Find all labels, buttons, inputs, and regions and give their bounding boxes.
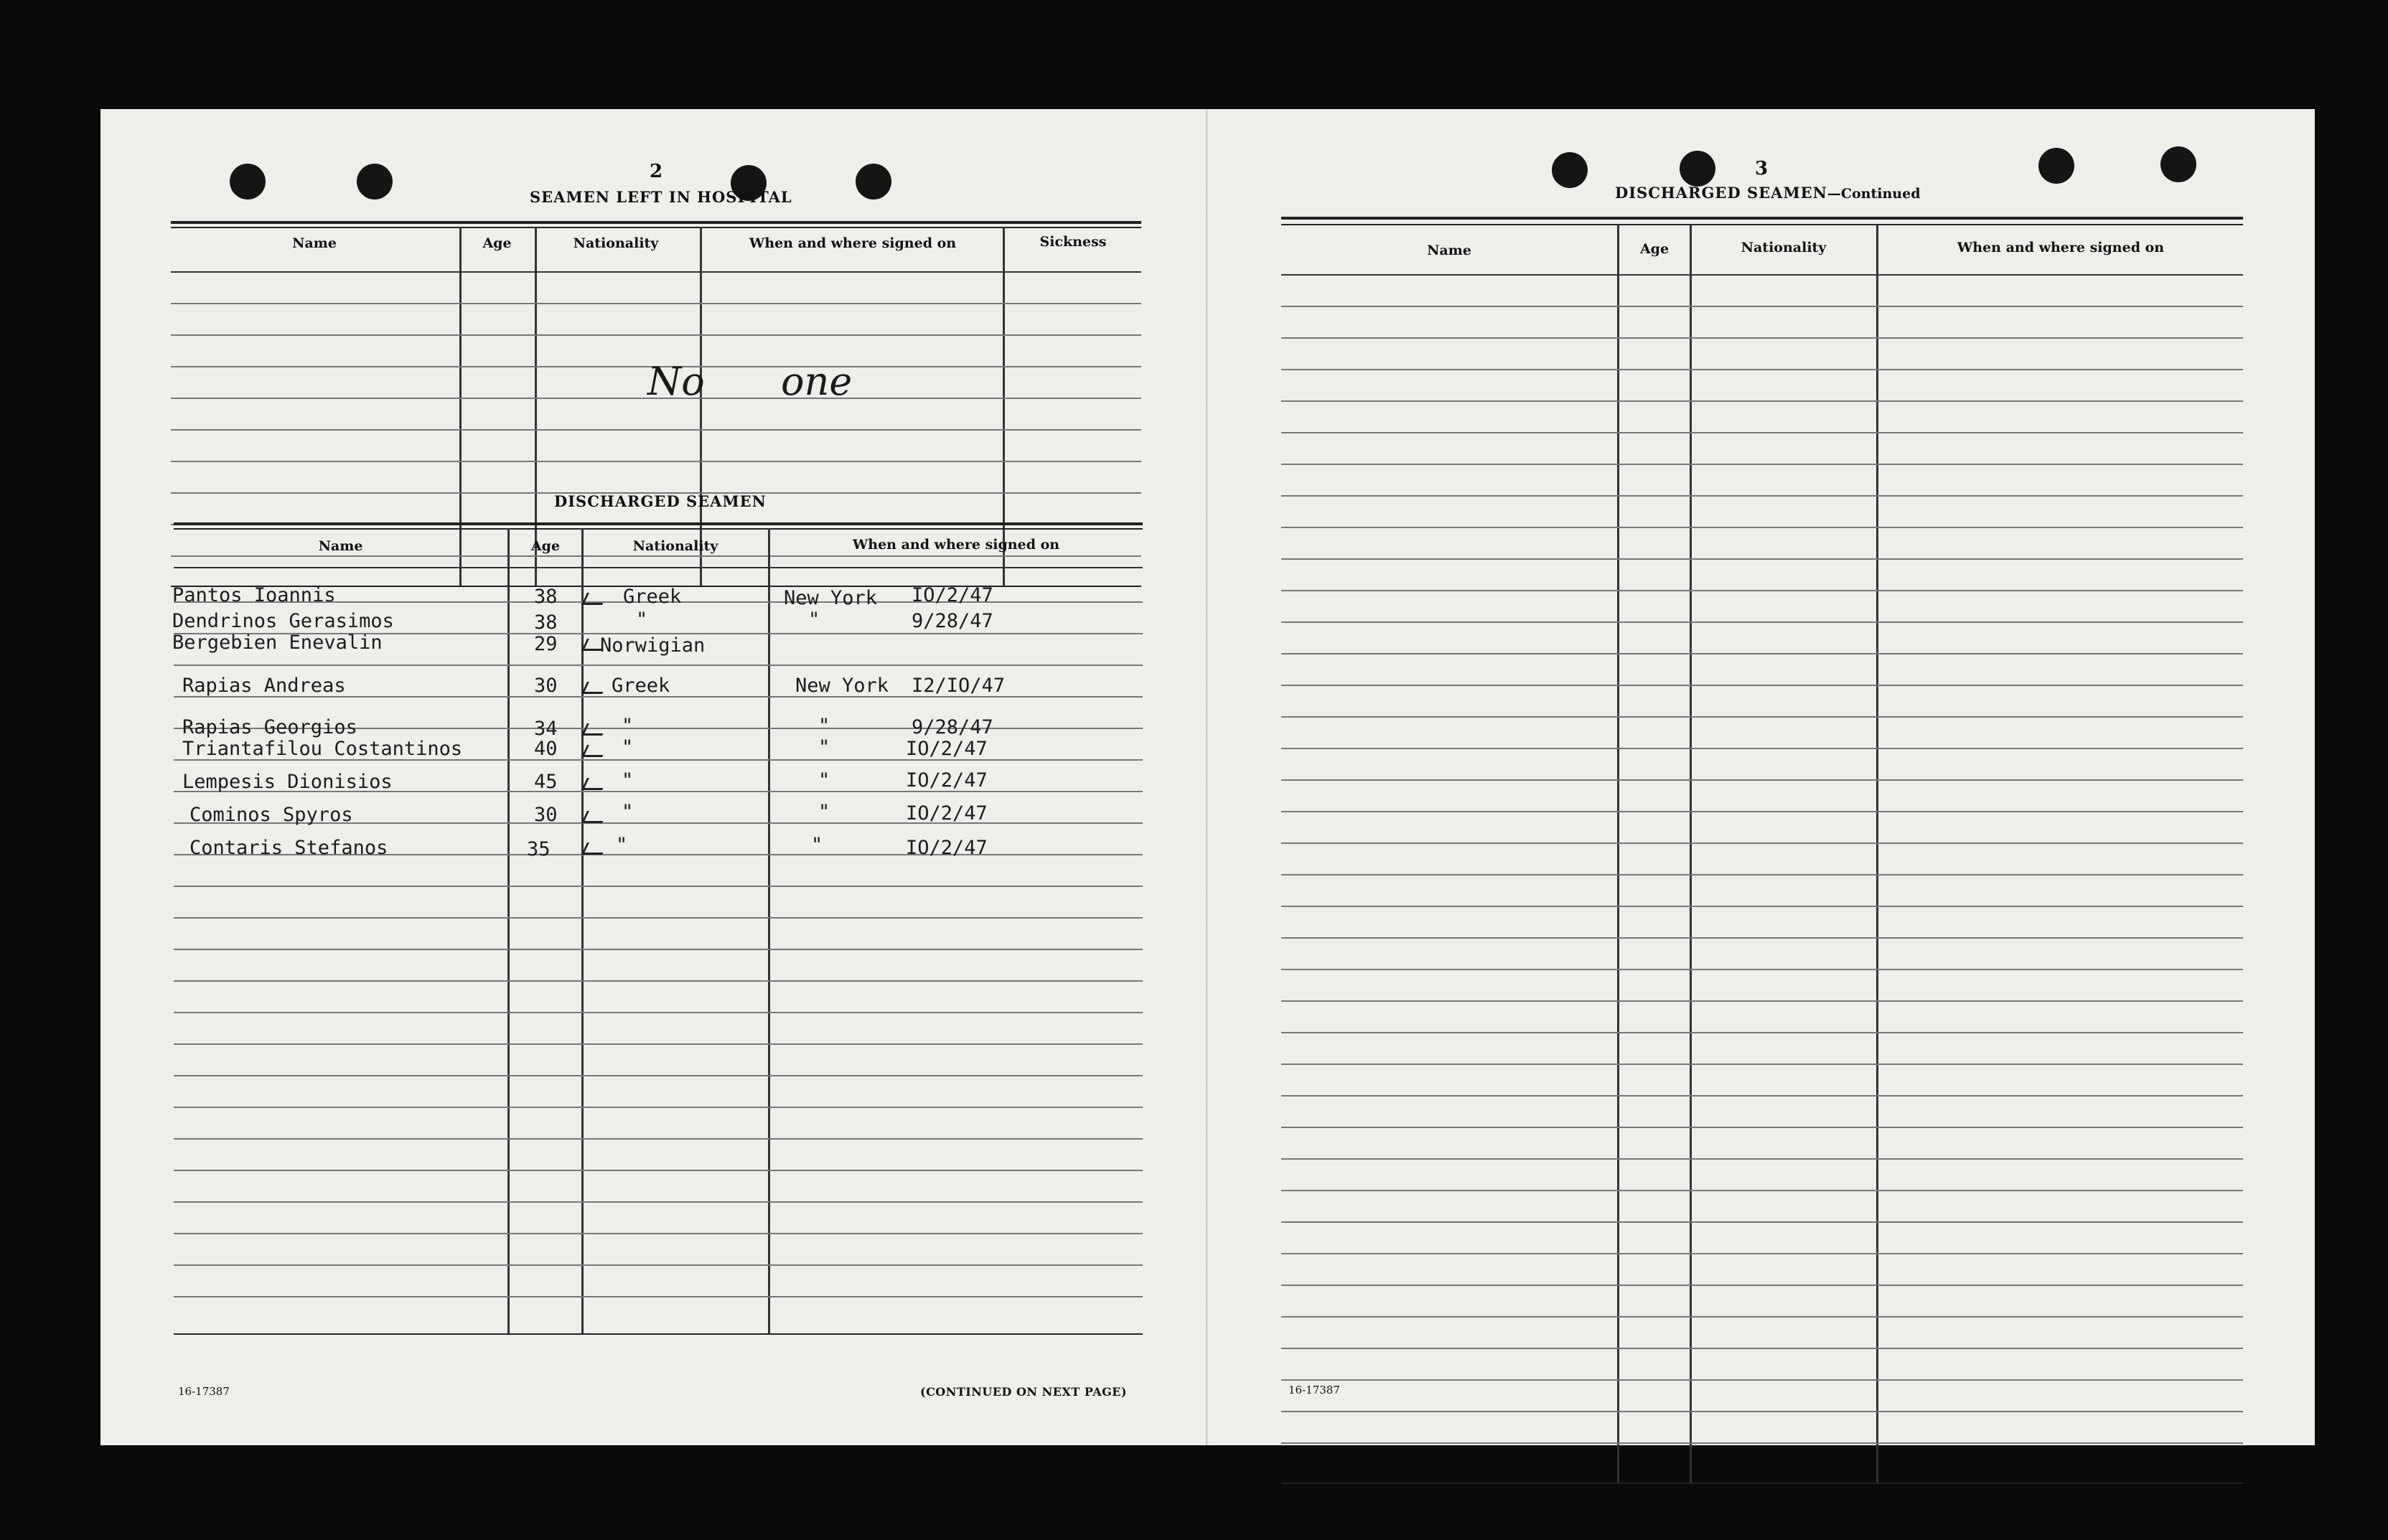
seaman-nationality: " (622, 769, 634, 792)
seaman-signed-date: IO/2/47 (906, 738, 988, 760)
seaman-signed-date: IO/2/47 (906, 837, 988, 859)
page-number-right: 3 (1755, 158, 1769, 179)
seaman-signed-place: " (818, 736, 830, 759)
page-number-left: 2 (650, 161, 663, 182)
form-number-left: 16-17387 (178, 1385, 230, 1398)
punch-hole (1552, 152, 1588, 188)
check-mark (581, 842, 608, 855)
seaman-age: 38 (534, 586, 558, 608)
seaman-nationality: " (616, 834, 628, 856)
seaman-signed-date: I2/IO/47 (912, 675, 1006, 697)
seaman-nationality: " (622, 736, 634, 759)
seaman-age: 45 (534, 771, 558, 793)
discharged-col-nationality: Nationality (632, 538, 718, 554)
check-mark (581, 745, 608, 757)
seaman-nationality: Greek (623, 586, 682, 608)
seaman-name: Cominos Spyros (189, 804, 353, 826)
check-mark (581, 778, 608, 790)
seaman-name: Bergebien Enevalin (172, 632, 383, 654)
handwritten-no: No (647, 359, 705, 404)
seaman-nationality: Greek (612, 675, 670, 697)
punch-hole (2038, 148, 2074, 184)
seaman-name: Contaris Stefanos (189, 837, 388, 859)
handwritten-one: one (781, 359, 853, 404)
punch-hole (1680, 151, 1715, 187)
seaman-age: 29 (534, 633, 558, 655)
punch-hole (2160, 146, 2196, 182)
hospital-section-title: SEAMEN LEFT IN HOSPITAL (530, 188, 792, 206)
seaman-signed-place: New York (784, 587, 878, 609)
seaman-name: Pantos Ioannis (172, 584, 336, 606)
seaman-signed-place: " (808, 609, 820, 631)
hospital-col-sickness: Sickness (1039, 234, 1107, 250)
check-mark (581, 593, 608, 605)
page-fold (1206, 109, 1208, 1445)
seaman-name: Rapias Andreas (182, 675, 346, 697)
seaman-age: 30 (534, 804, 558, 826)
seaman-age: 40 (534, 738, 558, 760)
seaman-age: 38 (534, 611, 558, 634)
seaman-signed-date: IO/2/47 (906, 802, 988, 825)
continued-col-nationality: Nationality (1741, 240, 1827, 255)
seaman-name: Dendrinos Gerasimos (172, 610, 394, 632)
continued-section-title (1615, 184, 1921, 202)
continued-col-signed-on: When and where signed on (1957, 240, 2165, 255)
seaman-age: 35 (527, 838, 551, 860)
document-sheet (100, 109, 2315, 1445)
seaman-signed-date: IO/2/47 (906, 769, 988, 792)
check-mark (581, 811, 608, 823)
hospital-col-name: Name (292, 235, 337, 251)
check-mark (581, 723, 608, 736)
discharged-section-title: DISCHARGED SEAMEN (554, 492, 767, 510)
discharged-col-signed-on: When and where signed on (852, 537, 1060, 553)
seaman-nationality: " (622, 801, 634, 823)
discharged-top-rule (174, 522, 1143, 525)
seaman-age: 34 (534, 718, 558, 740)
hospital-col-nationality: Nationality (573, 235, 659, 251)
seaman-signed-date: 9/28/47 (912, 610, 993, 632)
seaman-nationality: " (636, 609, 648, 631)
seaman-signed-place: " (818, 801, 830, 823)
continued-title-suffix: —Continued (1827, 186, 1921, 202)
form-number-right: 16-17387 (1288, 1384, 1340, 1396)
seaman-name: Triantafilou Costantinos (182, 738, 463, 760)
continued-col-name: Name (1427, 243, 1471, 258)
hospital-col-signed-on: When and where signed on (749, 235, 957, 251)
seaman-name: Lempesis Dionisios (182, 771, 393, 793)
hospital-col-age: Age (482, 235, 512, 251)
seaman-age: 30 (534, 675, 558, 697)
seaman-nationality: " (622, 715, 634, 737)
seaman-name: Rapias Georgios (182, 716, 357, 738)
continued-note: (CONTINUED ON NEXT PAGE) (920, 1385, 1128, 1399)
seaman-signed-place: " (811, 834, 823, 856)
check-mark (581, 682, 608, 694)
seaman-signed-place: New York (795, 675, 889, 697)
hospital-top-rule (171, 221, 1141, 224)
seaman-signed-date: IO/2/47 (912, 584, 993, 606)
continued-title-main: DISCHARGED SEAMEN (1615, 184, 1827, 202)
seaman-signed-place: " (818, 715, 830, 737)
seaman-signed-place: " (818, 769, 830, 792)
seaman-nationality: Norwigian (600, 634, 706, 657)
continued-top-rule (1281, 217, 2243, 220)
discharged-col-name: Name (318, 538, 363, 554)
discharged-col-age: Age (530, 538, 561, 554)
punch-hole (856, 164, 891, 199)
seaman-signed-date: 9/28/47 (912, 716, 993, 738)
punch-hole (357, 164, 393, 199)
continued-col-age: Age (1639, 241, 1670, 257)
punch-hole (230, 164, 266, 199)
